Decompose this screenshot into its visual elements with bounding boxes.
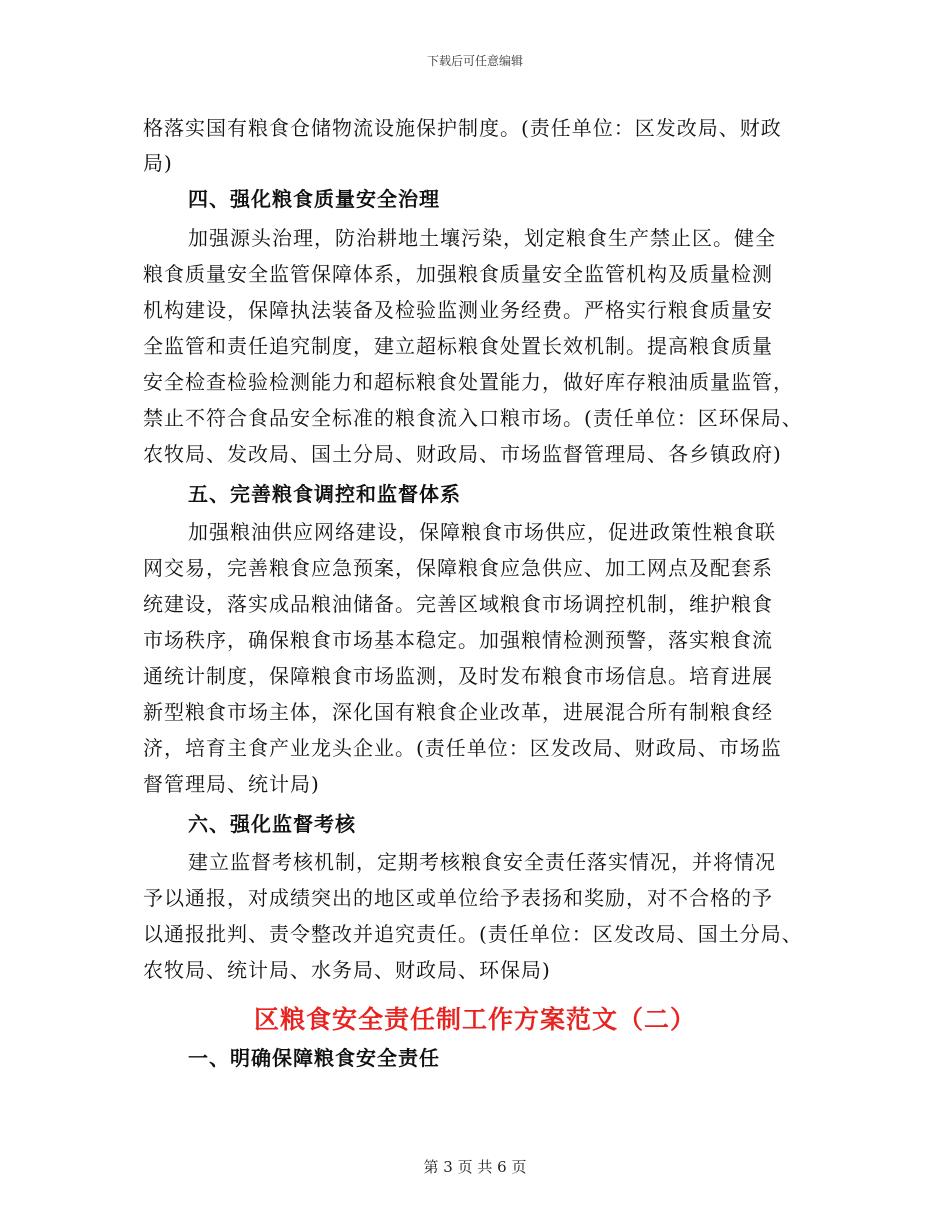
body-line: 督管理局、统计局) — [143, 772, 320, 796]
section-heading-5: 五、完善粮食调控和监督体系 — [188, 482, 461, 506]
body-line: 加强源头治理，防治耕地土壤污染，划定粮食生产禁止区。健全 — [188, 226, 776, 250]
section-heading-1: 一、明确保障粮食安全责任 — [188, 1046, 440, 1070]
body-line: 局) — [143, 151, 173, 175]
page-footer: 第 3 页 共 6 页 — [423, 1158, 527, 1176]
body-line: 以通报批判、责令整改并追究责任。(责任单位：区发改局、国土分局、 — [143, 922, 803, 946]
section-heading-4: 四、强化粮食质量安全治理 — [188, 187, 440, 211]
body-line: 格落实国有粮食仓储物流设施保护制度。(责任单位：区发改局、财政 — [143, 116, 782, 140]
body-line: 统建设，落实成品粮油储备。完善区域粮食市场调控机制，维护粮食 — [143, 592, 773, 616]
body-line: 予以通报，对成绩突出的地区或单位给予表扬和奖励，对不合格的予 — [143, 886, 773, 910]
body-line: 机构建设，保障执法装备及检验监测业务经费。严格实行粮食质量安 — [143, 298, 773, 322]
body-line: 市场秩序，确保粮食市场基本稳定。加强粮情检测预警，落实粮食流 — [143, 628, 773, 652]
body-line: 农牧局、统计局、水务局、财政局、环保局) — [143, 958, 551, 982]
body-line: 网交易，完善粮食应急预案，保障粮食应急供应、加工网点及配套系 — [143, 556, 773, 580]
body-line: 加强粮油供应网络建设，保障粮食市场供应，促进政策性粮食联 — [188, 520, 776, 544]
page-header: 下载后可任意编辑 — [426, 54, 523, 68]
body-line: 安全检查检验检测能力和超标粮食处置能力，做好库存粮油质量监管， — [143, 370, 794, 394]
body-line: 全监管和责任追究制度，建立超标粮食处置长效机制。提高粮食质量 — [143, 334, 773, 358]
section-title: 区粮食安全责任制工作方案范文（二） — [253, 1005, 696, 1034]
body-line: 粮食质量安全监管保障体系，加强粮食质量安全监管机构及质量检测 — [143, 262, 773, 286]
body-line: 济，培育主食产业龙头企业。(责任单位：区发改局、财政局、市场监 — [143, 736, 782, 760]
section-heading-6: 六、强化监督考核 — [188, 812, 356, 836]
body-line: 建立监督考核机制，定期考核粮食安全责任落实情况，并将情况 — [188, 850, 776, 874]
body-line: 通统计制度，保障粮食市场监测，及时发布粮食市场信息。培育进展 — [143, 664, 773, 688]
body-line: 禁止不符合食品安全标准的粮食流入口粮市场。(责任单位：区环保局、 — [143, 406, 803, 430]
body-line: 新型粮食市场主体，深化国有粮食企业改革，进展混合所有制粮食经 — [143, 700, 773, 724]
body-line: 农牧局、发改局、国土分局、财政局、市场监督管理局、各乡镇政府) — [143, 442, 782, 466]
